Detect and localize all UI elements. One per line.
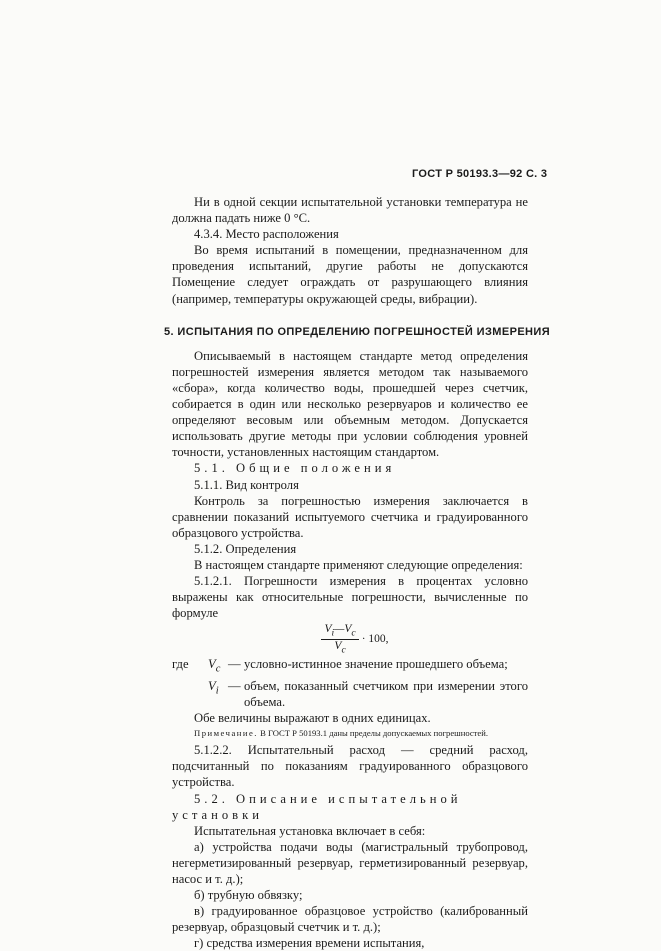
definition-dash: — [228, 657, 241, 672]
page-content [164, 194, 551, 951]
definition-row-vc [172, 656, 528, 678]
formula-multiplier: · 100, [361, 633, 389, 646]
subsection-heading-5-1-2: 5.1.2. Определения [194, 541, 297, 556]
subsection-heading-5-1-1: 5.1.1. Вид контроля [194, 477, 299, 492]
definition-symbol: $V_c$ [208, 657, 221, 675]
section-title-5: 5. ИСПЫТАНИЯ ПО ОПРЕДЕЛЕНИЮ ПОГРЕШНОСТЕЙ ИЗМЕРЕНИЯ [164, 325, 551, 338]
definition-row-vi [172, 678, 528, 710]
subsection-heading-4-3-4: 4.3.4. Место расположения [194, 227, 339, 242]
definition-dash: — [228, 678, 241, 693]
paragraph-installation-intro: Испытательная установка включает в себя: [194, 823, 426, 838]
paragraph-control: Контроль за погрешностью измерения заключается в сравнении показаний испытуемого счетчика и градуированного образцового устройства. [172, 493, 528, 540]
definition-lead [172, 678, 208, 710]
subsection-heading-5-1: 5.1. Общие положения [194, 461, 396, 476]
paragraph-units: Обе величины выражают в одних единицах. [194, 711, 431, 726]
paragraph-test-flow: 5.1.2.2. Испытательный расход — средний расход, подсчитанный по показаниям градуированного образцового устройства. [172, 743, 528, 790]
paragraph-method: Описываемый в настоящем стандарте метод определения погрешностей измерения является методом так называемого «сбора», когда количество воды, прошедшей через счетчик, собирается в один или несколько резервуаров и количество ее определяют весовым или объемным методом. Допускается использовать другие методы при условии соблюдения уровней точности, установленных настоящим стандартом. [172, 348, 528, 460]
list-item-g: г) средства измерения времени испытания, [194, 936, 425, 951]
note-text: В ГОСТ Р 50193.1 даны пределы допускаемых погрешностей. [260, 728, 488, 739]
list-item-b: б) трубную обвязку; [194, 888, 303, 903]
error-formula [182, 624, 528, 654]
definition-lead: где [172, 657, 189, 672]
note [172, 728, 528, 739]
definition-symbol: $V_i$ [208, 678, 219, 697]
formula-numerator: $V_i—V_c$ [321, 623, 358, 640]
paragraph-test-room: Во время испытаний в помещении, предназначенном для проведения испытаний, другие работы не допускаются Помещение следует ограждать от разрушающего влияния (например, температуры окружающей среды, вибрации). [172, 243, 528, 306]
paragraph-temperature: Ни в одной секции испытательной установки температура не должна падать ниже 0 °С. [172, 195, 528, 226]
formula-denominator: $V_c$ [334, 639, 346, 656]
paragraph-error-formula-intro: 5.1.2.1. Погрешности измерения в процентах условно выражены как относительные погрешности, вычисленные по формуле [172, 574, 528, 621]
subsection-heading-5-2: 5.2. Описание испытательной установки [172, 791, 462, 822]
list-item-v: в) градуированное образцовое устройство (калиброванный резервуар, образцовый счетчик и т. д.); [172, 904, 528, 935]
definition-text: объем, показанный счетчиком при измерении этого объема. [244, 678, 528, 710]
definition-text: условно-истинное значение прошедшего объема; [244, 657, 508, 672]
page-header: ГОСТ Р 50193.3—92 С. 3 [412, 168, 548, 180]
list-item-a: а) устройства подачи воды (магистральный трубопровод, негерметизированный резервуар, герметизированный резервуар, насос и т. д.); [172, 839, 528, 886]
formula-fraction [321, 623, 358, 657]
paragraph-definitions-intro: В настоящем стандарте применяют следующие определения: [194, 557, 523, 572]
note-label: Примечание. [194, 728, 258, 739]
